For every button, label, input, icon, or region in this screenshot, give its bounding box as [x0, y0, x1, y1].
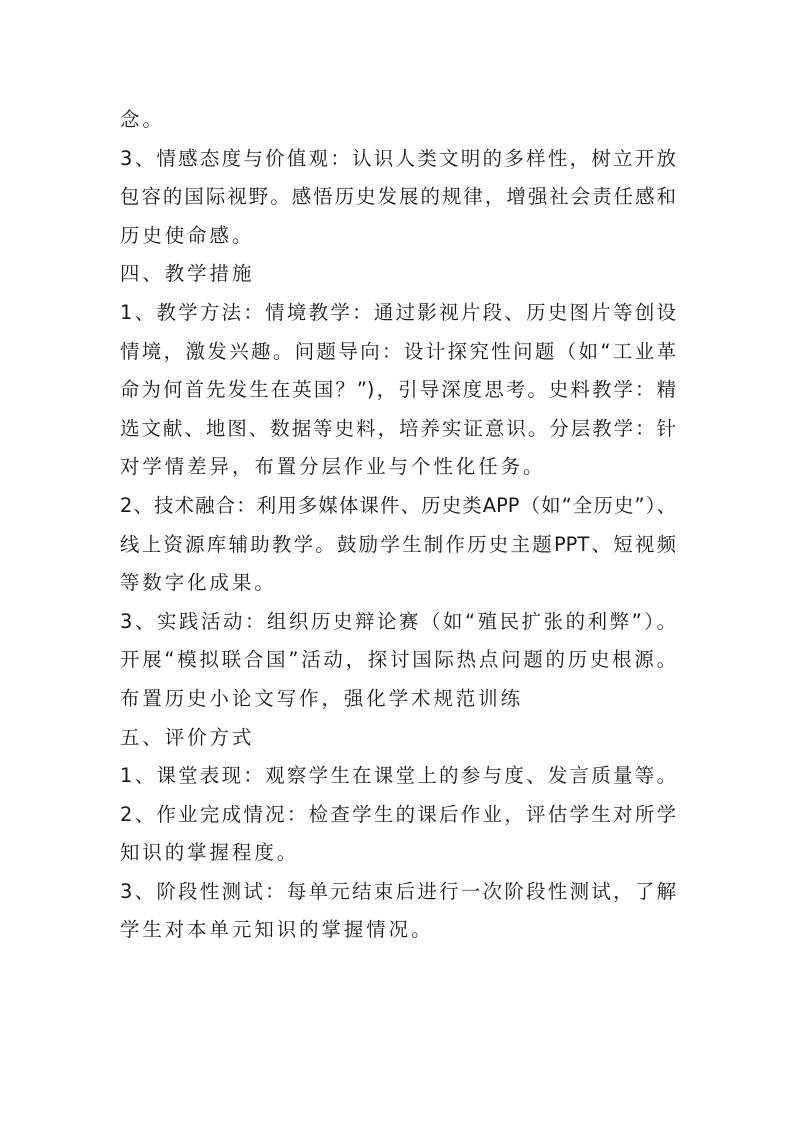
text-line-continuation: 情境，激发兴趣。问题导向：设计探究性问题（如“工业革 — [120, 339, 676, 363]
text-line-continuation: 选文献、地图、数据等史料，培养实证意识。分层教学：针 — [120, 416, 676, 440]
text-line-continuation: 开展“模拟联合国”活动，探讨国际热点问题的历史根源。 — [120, 648, 676, 672]
section-heading-teaching-measures: 四、教学措施 — [120, 262, 255, 286]
text-line-continuation: 包容的国际视野。感悟历史发展的规律，增强社会责任感和 — [120, 185, 676, 209]
evaluation-item-1: 1、课堂表现：观察学生在课堂上的参与度、发言质量等。 — [120, 764, 676, 788]
text-line-continuation: 历史使命感。 — [120, 223, 255, 247]
evaluation-item-2: 2、作业完成情况：检查学生的课后作业，评估学生对所学 — [120, 802, 676, 826]
objective-item-3: 3、情感态度与价值观：认识人类文明的多样性，树立开放 — [120, 146, 676, 170]
text-line-continuation: 等数字化成果。 — [120, 571, 277, 595]
measure-item-3: 3、实践活动：组织历史辩论赛（如“殖民扩张的利弊”）。 — [120, 609, 676, 633]
text-line-continuation: 命为何首先发生在英国？”)，引导深度思考。史料教学：精 — [120, 378, 676, 402]
text-line-continuation: 念。 — [120, 108, 165, 131]
document-page — [120, 101, 676, 950]
text-line-continuation: 学生对本单元知识的掌握情况。 — [120, 918, 434, 942]
text-line-continuation: 线上资源库辅助教学。鼓励学生制作历史主题PPT、短视频 — [120, 532, 676, 556]
measure-item-1: 1、教学方法：情境教学：通过影视片段、历史图片等创设 — [120, 300, 676, 324]
text-line-continuation: 布置历史小论文写作，强化学术规范训练 — [120, 686, 524, 710]
text-line-continuation: 对学情差异，布置分层作业与个性化任务。 — [120, 455, 546, 479]
measure-item-2: 2、技术融合：利用多媒体课件、历史类APP（如“全历史”）、 — [120, 493, 676, 517]
text-line-continuation: 知识的掌握程度。 — [120, 841, 300, 865]
section-heading-evaluation: 五、评价方式 — [120, 725, 255, 749]
evaluation-item-3: 3、阶段性测试：每单元结束后进行一次阶段性测试，了解 — [120, 879, 676, 903]
